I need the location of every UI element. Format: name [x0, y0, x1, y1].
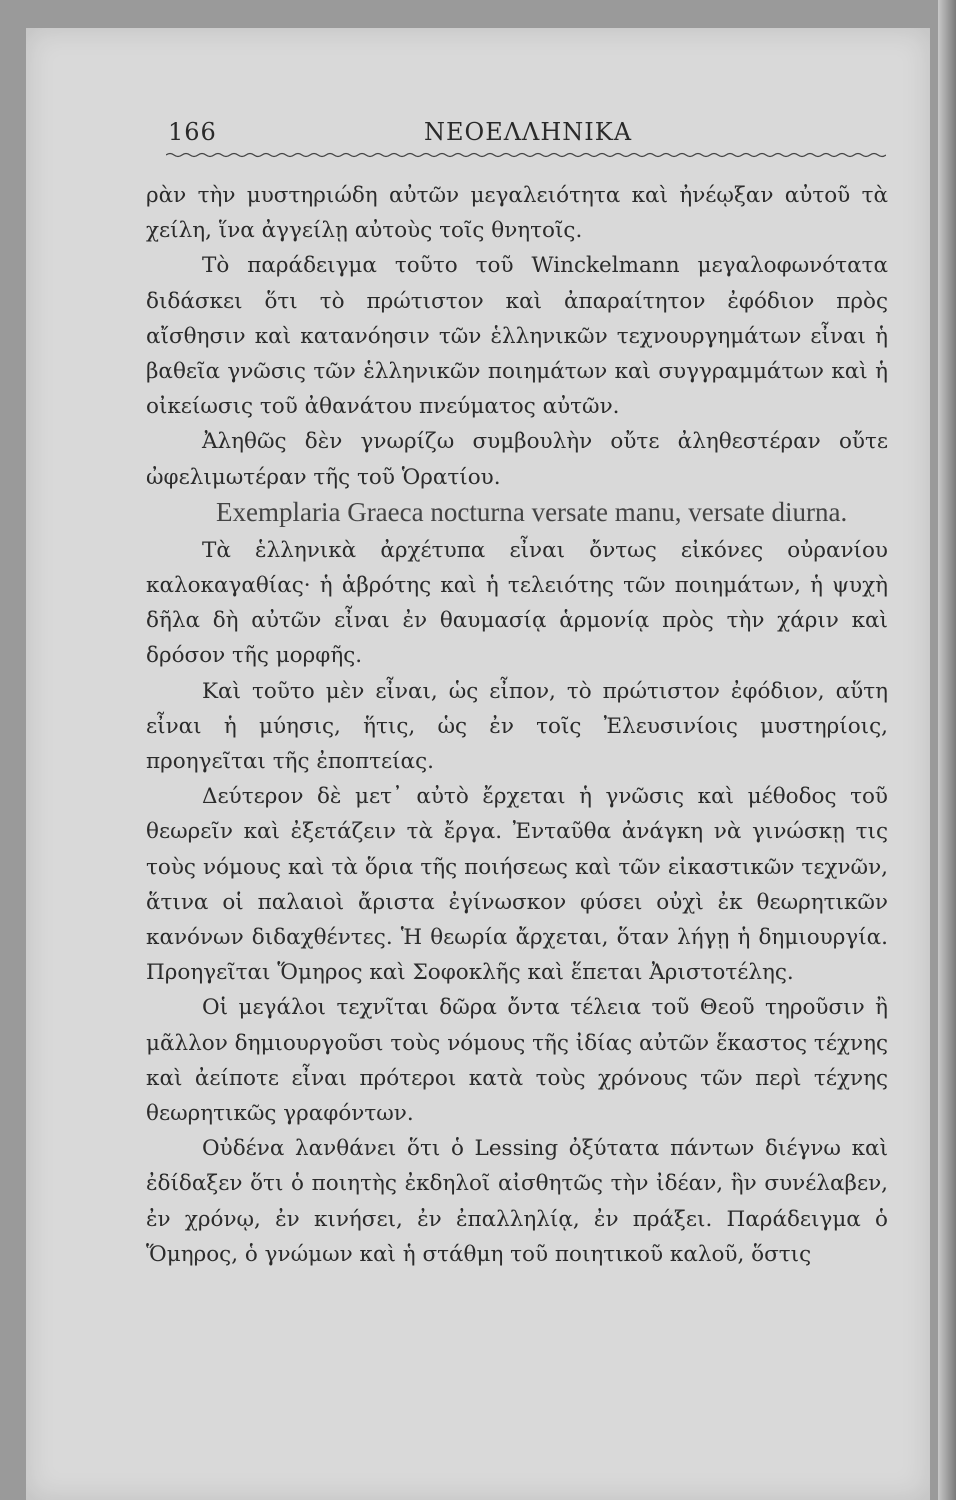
paragraph-lessing: Οὐδένα λανθάνει ὅτι ὁ Lessing ὀξύτατα πάντων διέγνω καὶ ἐδίδαξεν ὅτι ὁ ποιητὴς ἐκδηλοῖ αἰσθητῶς τὴν ἰδέαν, ἣν συνέλαβεν, ἐν χρόνῳ, ἐν κινήσει, ἐν ἐπαλληλίᾳ, ἐν πράξει. Παράδειγμα ὁ Ὅμηρος, ὁ γνώμων καὶ ἡ στάθμη τοῦ ποιητικοῦ καλοῦ, ὅστις	[146, 1136, 888, 1267]
paragraph-great-artists: Οἱ μεγάλοι τεχνῖται δῶρα ὄντα τέλεια τοῦ Θεοῦ τηροῦσιν ἢ μᾶλλον δημιουργοῦσι τοὺς νόμους τῆς ἰδίας αὐτῶν ἕκαστος τέχνης καὶ ἀείποτε εἶναι πρότεροι κατὰ τοὺς χρόνους τῶν περὶ τέχνης θεωρητικῶς γραφόντων.	[146, 995, 888, 1127]
paragraph-archetypes: Τὰ ἑλληνικὰ ἀρχέτυπα εἶναι ὄντως εἰκόνες οὐρανίου καλοκαγαθίας· ἡ ἁβρότης καὶ ἡ τελειότης τῶν ποιημάτων, ἡ ψυχὴ δῆλα δὴ αὐτῶν εἶναι ἐν θαυμασίᾳ ἁρμονίᾳ πρὸς τὴν χάριν καὶ δρόσον τῆς μορφῆς.	[146, 537, 888, 669]
paragraph-initiation: Καὶ τοῦτο μὲν εἶναι, ὡς εἶπον, τὸ πρώτιστον ἐφόδιον, αὕτη εἶναι ἡ μύησις, ἥτις, ὡς ἐν τοῖς Ἐλευσινίοις μυστηρίοις, προηγεῖται τῆς ἐποπτείας.	[146, 678, 888, 775]
running-title: ΝΕΟΕΛΛΗΝΙΚΑ	[424, 118, 633, 146]
body-text	[146, 178, 888, 1272]
page-edge	[938, 0, 956, 1500]
paragraph-winckelmann: Τὸ παράδειγμα τοῦτο τοῦ Winckelmann μεγαλοφωνότατα διδάσκει ὅτι τὸ πρώτιστον καὶ ἀπαραίτητον ἐφόδιον πρὸς αἴσθησιν καὶ κατανόησιν τῶν ἑλληνικῶν τεχνουργημάτων εἶναι ἡ βαθεῖα γνῶσις τῶν ἑλληνικῶν ποιημάτων καὶ συγγραμμάτων καὶ ἡ οἰκείωσις τοῦ ἀθανάτου πνεύματος αὐτῶν.	[146, 253, 888, 420]
wavy-header-rule	[166, 152, 886, 158]
page-header	[168, 118, 884, 152]
paragraph-continuation: ρὰν τὴν μυστηριώδη αὐτῶν μεγαλειότητα καὶ ἠνέῳξαν αὐτοῦ τὰ χείλη, ἵνα ἀγγείλῃ αὐτοὺς τοῖς θνητοῖς.	[146, 183, 888, 244]
paragraph-theory: Δεύτερον δὲ μετ᾽ αὐτὸ ἔρχεται ἡ γνῶσις καὶ μέθοδος τοῦ θεωρεῖν καὶ ἐξετάζειν τὰ ἔργα. Ἐνταῦθα ἀνάγκη νὰ γινώσκῃ τις τοὺς νόμους καὶ τὰ ὅρια τῆς ποιήσεως καὶ τῶν εἰκαστικῶν τεχνῶν, ἅτινα οἱ παλαιοὶ ἄριστα ἐγίνωσκον φύσει οὐχὶ ἐκ θεωρητικῶν κανόνων διδαχθέντες. Ἡ θεωρία ἄρχεται, ὅταν λήγῃ ἡ δημιουργία. Προηγεῖται Ὅμηρος καὶ Σοφοκλῆς καὶ ἕπεται Ἀριστοτέλης.	[146, 784, 888, 986]
paragraph-horace: Ἀληθῶς δὲν γνωρίζω συμβουλὴν οὔτε ἀληθεστέραν οὔτε ὠφελιμωτέραν τῆς τοῦ Ὁρατίου.	[146, 429, 888, 490]
page-number: 166	[168, 118, 217, 146]
latin-quotation: Exemplaria Graeca nocturna versate manu, versate diurna.	[216, 496, 848, 527]
